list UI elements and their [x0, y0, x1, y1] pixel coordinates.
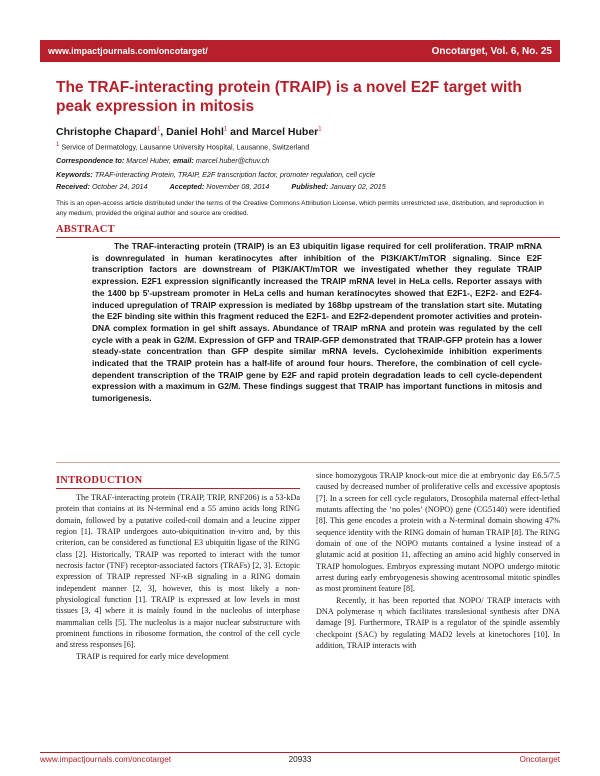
body-paragraph: TRAIP is required for early mice development — [76, 651, 229, 661]
abstract-bottom-divider — [56, 462, 560, 463]
footer-url[interactable]: www.impactjournals.com/oncotarget — [40, 755, 172, 764]
correspondence-name: Marcel Huber, — [126, 156, 172, 165]
email-label: email: — [173, 156, 194, 165]
affiliation-mark: 1 — [56, 142, 60, 148]
page-number: 20933 — [288, 755, 312, 764]
article-title: The TRAF-interacting protein (TRAIP) is a novel E2F target with peak expression in mitosis — [56, 79, 522, 115]
abstract-text: The TRAF-interacting protein (TRAIP) is an E3 ubiquitin ligase required for cell proliferation. TRAIP mRNA is downregulated in human keratinocytes after inhibition of the PI3K/AKT/mTOR signaling. Since E2F transcription factors are downstream of PI3K/AKT/mTOR we investigated whether they regulate TRAIP expression. E2F1 expression significantly increased the TRAIP mRNA level in HeLa cells. Reporter assays with the 1400 bp 5'-upstream promoter in HeLa cells and human keratinocytes showed that E2F1-, E2F2- and E2F4-induced upregulation of TRAIP expression is mediated by 168bp upstream of the translation start site. Mutating the E2F binding site within this fragment reduced the E2F1- and E2F2-dependent promoter activities and protein-DNA complex formation in gel shift assays. Abundance of TRAIP mRNA and protein was regulated by the cell cycle with a peak in G2/M. Expression of GFP and TRAIP-GFP demonstrated that TRAIP-GFP protein has a lower steady-state concentration than GFP despite similar mRNA levels. Cycloheximide inhibition experiments indicated that the TRAIP protein has a half-life of around four hours. Therefore, the combination of cell cycle-dependent transcription of the TRAIP gene by E2F and rapid protein degradation leads to cell cycle-dependent expression with a maximum in G2/M. These findings suggest that TRAIP has important functions in mitosis and tumorigenesis. — [92, 241, 542, 404]
author-name: Christophe Chapard — [56, 126, 157, 138]
journal-volume: Oncotarget, Vol. 6, No. 25 — [431, 45, 552, 57]
abstract-divider — [56, 237, 560, 238]
author-list: Christophe Chapard$^1$, Daniel Hohl$^1$ and Marcel Huber$^1$ — [56, 126, 322, 138]
author-affiliation-mark: 1 — [156, 126, 161, 133]
received-label: Received: — [56, 182, 90, 191]
received-date: October 24, 2014 — [91, 182, 148, 191]
author-conjunction: and — [230, 126, 249, 138]
keywords-label: Keywords: — [56, 170, 93, 179]
body-paragraph: The TRAF-interacting protein (TRAIP, TRIP, RNF206) is a 53-kDa protein that contains at its N-terminal end a 55 amino acids long RING domain, followed by a putative coiled-coil domain and a leucine zipper region [1]. TRAIP undergoes auto-ubiquitination in-vitro and, by this criterion, can be considered as functional E3 ubiquitin ligase of the RING class [2]. Historically, TRAIP was reported to interact with the tumor necrosis factor (TNF) receptor-associated factors (TRAFs) [2, 3]. Ectopic expression of TRAIP repressed NF-κB signaling in a RING domain independent manner [2, 3], however, this is most likely a non-physiological function [1]. TRAIP is expressed at low levels in most tissues [3, 4] where it is mainly found in the nucleolus of interphase mammalian cells [5]. The nucleolus is a major nuclear substructure with prominent functions in ribosome formation, the control of the cell cycle and stress responses [6]. — [56, 493, 300, 650]
affiliation-text: Service of Dermatology, Lausanne University Hospital, Lausanne, Switzerland — [61, 142, 310, 152]
keywords-text: TRAF-interacting Protein, TRAIP, E2F transcription factor, promoter regulation, cell cycle — [94, 170, 376, 179]
footer-journal: Oncotarget — [519, 755, 560, 764]
license-statement: This is an open-access article distributed under the terms of the Creative Commons Attribution License, which permits unrestricted use, distribution, and reproduction in any medium, provided the original author and source are credited. — [56, 200, 544, 217]
body-column-left — [56, 492, 300, 662]
introduction-divider — [56, 488, 300, 489]
introduction-heading: INTRODUCTION — [56, 475, 143, 486]
abstract-heading: ABSTRACT — [56, 224, 115, 235]
body-column-right — [316, 470, 560, 652]
correspondence-label: Correspondence to: — [56, 156, 125, 165]
author-affiliation-mark: 1 — [318, 126, 322, 133]
accepted-label: Accepted: — [169, 182, 205, 191]
article-dates — [56, 182, 386, 192]
published-date: January 02, 2015 — [330, 182, 386, 191]
body-paragraph: since homozygous TRAIP knock-out mice die at embryonic day E6.5/7.5 caused by decreased number of proliferative cells and excessive apoptosis [7]. In a screen for cell cycle regulators, Drosophila maternal effect-lethal mutants affecting the ‘no poles’ (NOPO) gene (CG5140) were identified [8]. This gene encodes a protein with a N-terminal domain showing 47% sequence identity with the RING domain of human TRAIP [8]. The RING domain of one of the NOPO mutants contained a lysine instead of a glutamic acid at position 11, affecting an amino acid highly conserved in TRAIP homologues. Embryos expressing mutant NOPO undergo mitotic arrest during early embryogenesis showing acentrosomal mitotic spindles as most prominent feature [8]. — [316, 471, 560, 594]
keywords — [56, 170, 375, 180]
footer-divider — [40, 752, 560, 753]
correspondence — [56, 156, 269, 166]
correspondence-email[interactable]: marcel.huber@chuv.ch — [195, 156, 270, 165]
journal-url[interactable]: www.impactjournals.com/oncotarget/ — [48, 46, 208, 56]
affiliation — [56, 140, 309, 152]
journal-header-bar — [40, 40, 560, 62]
accepted-date: November 08, 2014 — [206, 182, 270, 191]
published-label: Published: — [291, 182, 329, 191]
author-name: Daniel Hohl — [166, 126, 224, 138]
author-name: Marcel Huber — [251, 126, 319, 138]
body-paragraph: Recently, it has been reported that NOPO/ TRAIP interacts with DNA polymerase η which facilitates translesional synthesis after DNA damage [9]. Furthermore, TRAIP is a regulator of the spindle assembly checkpoint (SAC) by regulating MAD2 levels at kinetochores [10]. In addition, TRAIP interacts with — [316, 595, 560, 651]
author-affiliation-mark: 1 — [223, 126, 228, 133]
